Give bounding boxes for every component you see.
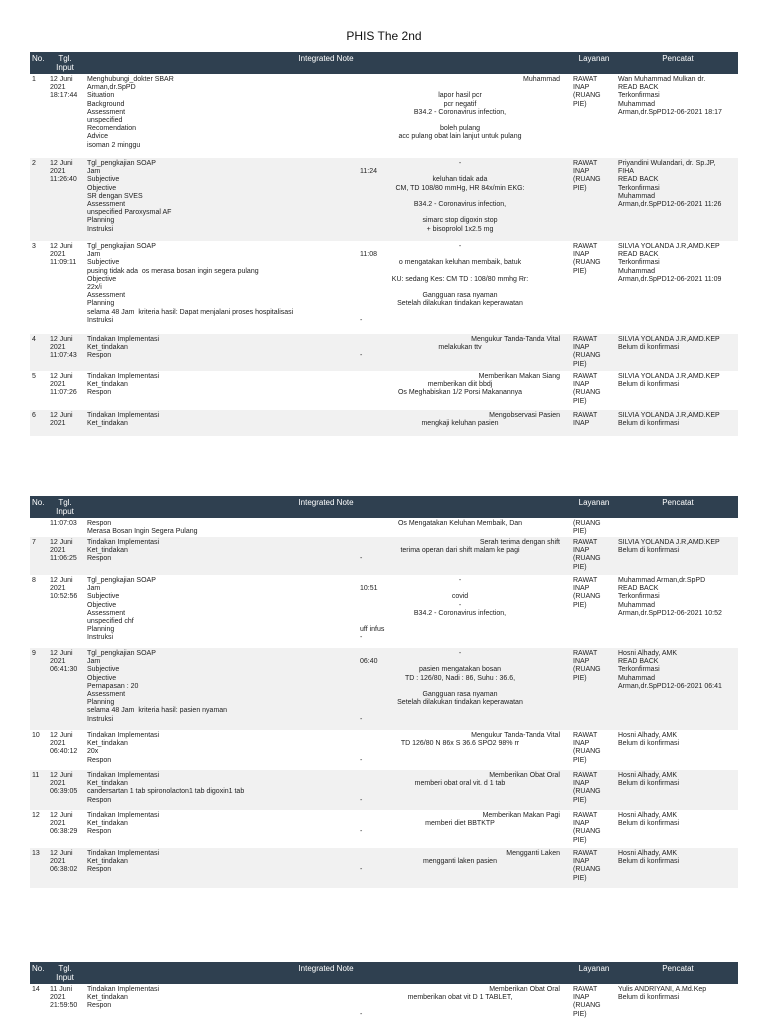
note-detail-line [360,618,560,626]
row-layanan: RAWAT INAP (RUANG PIE) [573,160,601,192]
note-detail-line: mengkaji keluhan pasien [421,420,499,428]
row-number: 13 [32,850,40,857]
table-row [30,334,738,371]
note-detail-line: - [360,715,363,723]
note-detail-line: Mengganti Laken [506,850,560,857]
row-note: Tgl_pengkajian SOAP Jam Subjective Objective SR dengan SVES Assessment unspecified Paroxysmal AF Planning Instruksi [87,160,172,233]
row-pencatat: SILVIA YOLANDA J.R,AMD.KEP Belum di konfirmasi [618,539,720,555]
row-note-detail [360,539,560,564]
table-row [30,984,738,1024]
row-number: 5 [32,373,36,380]
row-note-detail [360,336,560,361]
header-no: No. [32,498,45,507]
table-row [30,848,738,888]
row-note: Tindakan Implementasi Ket_tindakan Respon [87,336,160,360]
row-pencatat: Priyandini Wulandari, dr. Sp.JP, FIHA READ BACK Terkonfirmasi Muhammad Arman,dr.SpPD12-06-2021 11:26 [618,160,722,209]
row-note-detail [360,76,560,142]
table-row [30,74,738,158]
row-note-detail [360,850,560,875]
note-detail-line: Mengukur Tanda-Tanda Vital [471,732,560,739]
note-detail-line: 11:24 [360,168,377,176]
table-row [30,241,738,334]
row-note-detail [360,412,560,428]
row-note-detail [360,373,560,398]
note-detail-line: TD : 126/80, Nadi : 86, Suhu : 36.6, [404,674,516,682]
note-detail-line: - [360,796,363,804]
row-note: Tgl_pengkajian SOAP Jam Subjective Objective Assessment unspecified chf Planning Instruksi [87,577,156,642]
note-detail-line [360,84,560,92]
row-layanan: RAWAT INAP (RUANG PIE) [573,539,601,571]
row-note: Menghubungi_dokter SBAR Arman,dr.SpPD Situation Background Assessment unspecified Recomendation Advice isoman 2 minggu [87,76,174,149]
row-layanan: RAWAT INAP (RUANG PIE) [573,577,601,609]
row-number: 2 [32,160,36,167]
row-layanan: RAWAT INAP (RUANG PIE) [573,732,601,764]
note-detail-line [360,209,560,217]
row-layanan: RAWAT INAP (RUANG PIE) [573,650,601,682]
row-date: 12 Juni 2021 11:07:26 [50,373,77,397]
row-date: 12 Juni 2021 11:09:11 [50,243,77,267]
note-detail-line: - [458,650,462,657]
row-note-detail [360,812,560,837]
note-detail-line: KU: sedang Kes: CM TD : 108/80 mmhg Rr: [391,275,529,283]
note-detail-line: terima operan dari shift malam ke pagi [400,547,520,555]
note-detail-line: + bisoprolol 1x2.5 mg [426,225,494,233]
row-date: 12 Juni 2021 [50,412,73,428]
row-layanan: (RUANG PIE) [573,520,601,536]
note-detail-line [360,748,560,756]
row-note: Tgl_pengkajian SOAP Jam Subjective pusing tidak ada os merasa bosan ingin segera pulang Objective 22x/i Assessment Planning selama 48 Jam kriteria hasil: Dapat menjalani proses hospitalisasi Instruksi [87,243,294,324]
row-note: Tindakan Implementasi Ket_tindakan candersartan 1 tab spironolacton1 tab digoxin1 tab Respon [87,772,245,804]
row-note-detail [360,732,560,765]
note-detail-line [360,268,560,276]
row-number: 14 [32,986,40,993]
note-detail-line: Gangguan rasa nyaman [422,292,498,300]
note-detail-line: - [360,866,363,874]
row-layanan: RAWAT INAP [573,412,598,428]
note-detail-line: B34.2 - Coronavirus infection, [413,609,507,617]
table-row [30,730,738,770]
note-detail-line: Mengukur Tanda-Tanda Vital [471,336,560,343]
table-header [30,52,738,74]
row-layanan: RAWAT INAP (RUANG PIE) [573,772,601,804]
note-detail-line: Memberikan Makan Pagi [482,812,560,819]
row-note: Tindakan Implementasi Ket_tindakan [87,412,160,428]
note-detail-line: memberikan obat vit D 1 TABLET, [407,994,513,1002]
header-tgl-input: Tgl. Input [56,54,74,72]
row-note-detail [360,986,560,1019]
table-row [30,810,738,848]
row-date: 12 Juni 2021 10:52:56 [50,577,78,601]
note-detail-line: pcr negatif [443,100,477,108]
table-row [30,371,738,410]
table-row [30,575,738,648]
row-pencatat: SILVIA YOLANDA J.R,AMD.KEP READ BACK Terkonfirmasi Muhammad Arman,dr.SpPD12-06-2021 11:09 [618,243,722,283]
row-layanan: RAWAT INAP (RUANG PIE) [573,850,601,882]
note-detail-line: Setelah dilakukan tindakan keperawatan [397,699,523,707]
header-pencatat: Pencatat [662,498,694,507]
row-note-detail [360,243,560,325]
header-tgl-input: Tgl. Input [56,964,74,982]
note-detail-line: Memberikan Obat Oral [489,986,560,993]
table-header [30,496,738,518]
note-detail-line: Os Mengatakan Keluhan Membaik, Dan [397,520,523,527]
note-detail-line: boleh pulang [439,125,481,133]
note-detail-line: pasien mengatakan bosan [418,666,502,674]
row-number: 6 [32,412,36,419]
note-detail-line [360,309,560,317]
note-detail-line: - [360,756,363,764]
header-layanan: Layanan [578,498,610,507]
row-pencatat: Yulis ANDRIYANI, A.Md.Kep Belum di konfirmasi [618,986,707,1002]
note-detail-line: Os Meghabiskan 1/2 Porsi Makanannya [397,389,523,397]
header-tgl-input: Tgl. Input [56,498,74,516]
note-detail-line: - [458,577,462,584]
row-pencatat: Hosni Alhady, AMK Belum di konfirmasi [618,732,680,748]
note-detail-line: - [360,634,363,642]
note-detail-line [360,1002,560,1010]
header-integrated-note: Integrated Note [298,54,354,63]
note-detail-line: uff infus [360,626,385,634]
note-detail-line: o mengatakan keluhan membaik, batuk [398,259,522,267]
note-detail-line: TD 126/80 N 86x S 36.6 SPO2 98% rr [400,740,520,748]
header-pencatat: Pencatat [662,964,694,973]
table-row [30,158,738,241]
row-layanan: RAWAT INAP (RUANG PIE) [573,243,601,275]
note-detail-line: simarc stop digoxin stop [422,217,498,225]
note-detail-line: 10:51 [360,585,378,593]
note-detail-line: Muhammad [523,76,560,83]
header-no: No. [32,54,45,63]
row-date: 12 Juni 2021 06:40:12 [50,732,78,756]
row-pencatat: Hosni Alhady, AMK READ BACK Terkonfirmasi Muhammad Arman,dr.SpPD12-06-2021 06:41 [618,650,722,690]
table-row [30,518,738,537]
row-number: 7 [32,539,36,546]
row-layanan: RAWAT INAP (RUANG PIE) [573,336,601,368]
note-detail-line: 06:40 [360,658,378,666]
header-integrated-note: Integrated Note [298,964,354,973]
row-note: Tindakan Implementasi Ket_tindakan Respon [87,986,160,1010]
row-note: Tindakan Implementasi Ket_tindakan Respon [87,850,160,874]
note-detail-line: - [360,1010,363,1018]
row-pencatat: SILVIA YOLANDA J.R,AMD.KEP Belum di konfirmasi [618,373,720,389]
note-detail-line: keluhan tidak ada [432,176,488,184]
note-detail-line: Mengobservasi Pasien [489,412,560,419]
row-note: Tgl_pengkajian SOAP Jam Subjective Objective Pernapasan : 20 Assessment Planning selama 48 Jam kriteria hasil: pasien nyaman Instruksi [87,650,228,723]
row-pencatat: SILVIA YOLANDA J.R,AMD.KEP Belum di konfirmasi [618,412,720,428]
row-number: 4 [32,336,36,343]
row-note-detail [360,650,560,724]
note-detail-line: - [458,160,462,167]
row-date: 12 Juni 2021 06:38:29 [50,812,78,836]
table-row [30,537,738,575]
row-pencatat: Wan Muhammad Mulkan dr. READ BACK Terkonfirmasi Muhammad Arman,dr.SpPD12-06-2021 18:17 [618,76,722,116]
note-detail-line: Setelah dilakukan tindakan keperawatan [397,300,523,308]
row-note: Respon Merasa Bosan Ingin Segera Pulang [87,520,198,536]
note-detail-line: - [360,352,363,360]
row-pencatat: SILVIA YOLANDA J.R,AMD.KEP Belum di konfirmasi [618,336,720,352]
note-detail-line: acc pulang obat lain lanjut untuk pulang [398,133,522,141]
table-header [30,962,738,984]
note-detail-line: Memberikan Obat Oral [489,772,560,779]
row-note: Tindakan Implementasi Ket_tindakan Respon [87,539,160,563]
header-layanan: Layanan [578,964,610,973]
row-layanan: RAWAT INAP (RUANG PIE) [573,812,601,844]
note-detail-line: - [458,243,462,250]
table-row [30,770,738,810]
note-detail-line: B34.2 - Coronavirus infection, [413,200,507,208]
note-detail-line: - [360,555,363,563]
row-note-detail [360,520,560,528]
row-pencatat: Muhammad Arman,dr.SpPD READ BACK Terkonfirmasi Muhammad Arman,dr.SpPD12-06-2021 10:52 [618,577,722,617]
note-detail-line: B34.2 - Coronavirus infection, [413,108,507,116]
row-number: 12 [32,812,40,819]
note-detail-line [360,193,560,201]
note-detail-line: CM, TD 108/80 mmHg, HR 84x/min EKG: [395,184,525,192]
note-detail-line: Serah terima dengan shift [479,539,560,546]
row-date: 12 Juni 2021 06:39:05 [50,772,78,796]
row-layanan: RAWAT INAP (RUANG PIE) [573,76,601,108]
note-detail-line: - [360,316,363,324]
row-layanan: RAWAT INAP (RUANG PIE) [573,373,601,405]
row-number: 1 [32,76,36,83]
row-pencatat: Hosni Alhady, AMK Belum di konfirmasi [618,772,680,788]
row-date: 12 Juni 2021 11:06:25 [50,539,77,563]
note-table [30,962,738,1024]
row-date: 12 Juni 2021 11:26:40 [50,160,77,184]
row-number: 10 [32,732,40,739]
note-detail-line: Gangguan rasa nyaman [422,690,498,698]
note-detail-line: memberi obat oral vit. d 1 tab [414,780,506,788]
note-detail-line: - [360,828,363,836]
row-note-detail [360,577,560,643]
note-detail-line: melakukan ttv [438,344,482,352]
row-number: 3 [32,243,36,250]
row-date: 12 Juni 2021 06:38:02 [50,850,78,874]
note-detail-line [360,707,560,715]
row-layanan: RAWAT INAP (RUANG PIE) [573,986,601,1018]
header-layanan: Layanan [578,54,610,63]
row-note: Tindakan Implementasi Ket_tindakan 20x Respon [87,732,160,764]
header-no: No. [32,964,45,973]
row-note-detail [360,772,560,805]
note-detail-line: memberikan diit bbdj [427,381,493,389]
note-detail-line [360,284,560,292]
row-note: Tindakan Implementasi Ket_tindakan Respon [87,812,160,836]
header-integrated-note: Integrated Note [298,498,354,507]
note-detail-line: lapor hasil pcr [438,92,482,100]
note-detail-line: Memberikan Makan Siang [478,373,560,380]
note-table [30,496,738,888]
row-date: 11 Juni 2021 21:59:50 [50,986,78,1010]
note-detail-line: mengganti laken pasien [423,858,497,866]
note-detail-line: - [458,601,462,609]
header-pencatat: Pencatat [662,54,694,63]
row-note: Tindakan Implementasi Ket_tindakan Respon [87,373,160,397]
note-detail-line [360,117,560,125]
row-note-detail [360,160,560,234]
row-number: 9 [32,650,36,657]
note-detail-line: 11:08 [360,251,377,259]
note-table [30,52,738,436]
row-number: 8 [32,577,36,584]
table-row [30,410,738,436]
note-detail-line [360,683,560,691]
row-date: 11:07:03 [50,520,77,527]
row-date: 12 Juni 2021 06:41:30 [50,650,78,674]
note-detail-line: memberi diet BBTKTP [425,820,495,828]
note-detail-line: covid [451,593,469,601]
note-detail-line [360,788,560,796]
row-pencatat: Hosni Alhady, AMK Belum di konfirmasi [618,850,680,866]
row-number: 11 [32,772,40,779]
row-date: 12 Juni 2021 18:17:44 [50,76,78,100]
document-title: PHIS The 2nd [346,29,422,43]
row-date: 12 Juni 2021 11:07:43 [50,336,77,360]
row-pencatat: Hosni Alhady, AMK Belum di konfirmasi [618,812,680,828]
table-row [30,648,738,730]
